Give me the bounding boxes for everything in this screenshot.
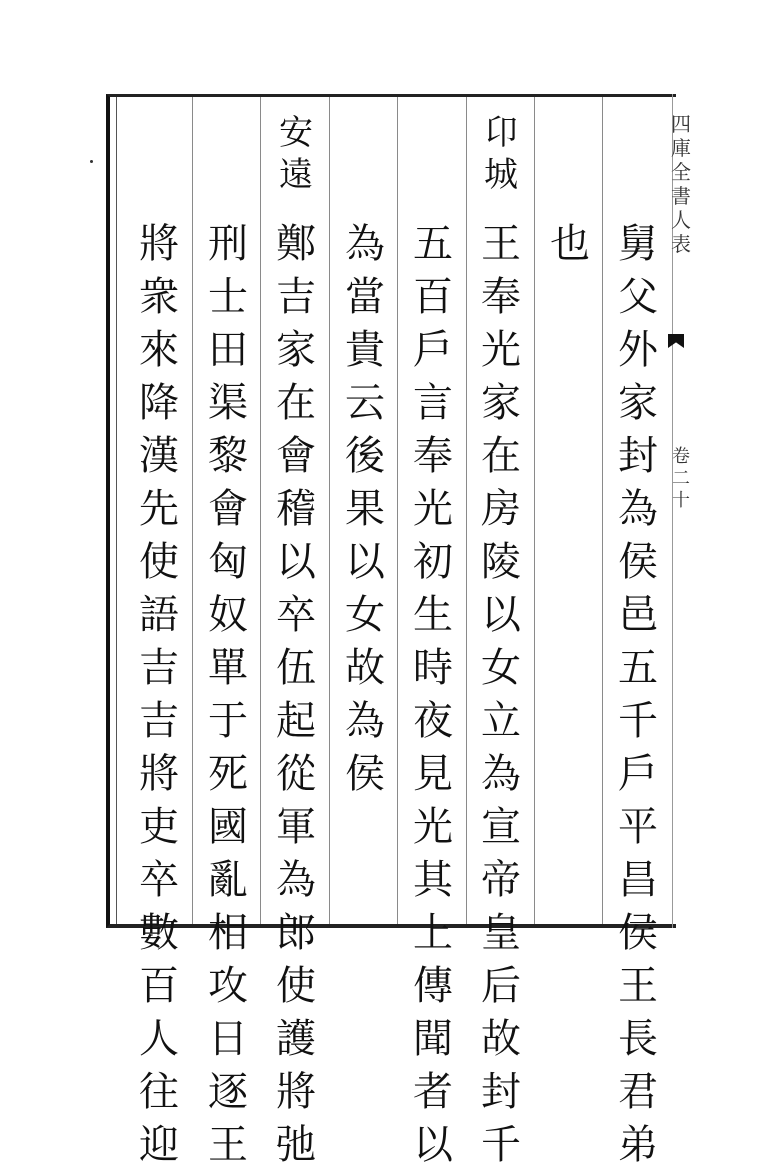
margin-volume-character: 卷 [672,446,690,467]
column-character: 夜 [413,698,453,744]
column-character: 生 [413,592,453,638]
column-character: 遠 [279,155,313,195]
margin-title-character: 四 [671,112,691,136]
margin-book-title [668,112,694,256]
margin-volume-number [668,446,694,512]
column-character: 邑 [618,592,658,638]
column-character: 吏 [139,804,179,850]
column-character: 光 [413,804,453,850]
column-character: 將 [276,1069,316,1115]
column-character: 匈 [208,539,248,585]
column-character: 田 [208,327,248,373]
column-character: 將 [139,751,179,797]
text-column [406,218,460,1172]
column-character: 刑 [208,221,248,267]
column-character: 在 [481,433,521,479]
column-character: 起 [276,698,316,744]
column-character: 軍 [276,804,316,850]
column-character: 從 [276,751,316,797]
margin-volume-character: 十 [672,490,690,511]
column-character: 會 [276,433,316,479]
column-character: 昌 [618,857,658,903]
column-character: 為 [618,486,658,532]
column-character: 相 [208,910,248,956]
column-character: 后 [481,963,521,1009]
column-character: 外 [618,327,658,373]
column-character: 宣 [481,804,521,850]
column-character: 人 [139,1016,179,1062]
column-character: 以 [345,539,385,585]
column-character: 弟 [618,1122,658,1168]
column-character: 王 [618,963,658,1009]
column-character: 亂 [208,857,248,903]
margin-volume-character: 二 [672,468,690,489]
column-character: 為 [481,751,521,797]
column-character: 王 [481,221,521,267]
column-character: 故 [345,645,385,691]
column-character: 云 [345,380,385,426]
column-character: 死 [208,751,248,797]
column-character: 家 [481,380,521,426]
column-character: 在 [276,380,316,426]
text-column [269,218,323,1172]
column-character: 封 [481,1069,521,1115]
column-character: 百 [139,963,179,1009]
column-rule [329,97,330,924]
column-character: 以 [481,592,521,638]
column-character: 立 [481,698,521,744]
margin-title-character: 全 [671,160,691,184]
column-character: 五 [413,221,453,267]
column-character: 百 [413,274,453,320]
text-column [132,218,186,1172]
column-character: 卒 [276,592,316,638]
column-character: 渠 [208,380,248,426]
column-character: 鄭 [276,221,316,267]
column-character: 弛 [276,1122,316,1168]
column-character: 初 [413,539,453,585]
column-character: 貴 [345,327,385,373]
column-character: 降 [139,380,179,426]
column-character: 舅 [618,221,658,267]
column-character: 見 [413,751,453,797]
column-character: 封 [618,433,658,479]
column-character: 語 [139,592,179,638]
column-character: 侯 [618,910,658,956]
column-character: 逐 [208,1069,248,1115]
margin-title-character: 表 [671,232,691,256]
column-character: 護 [276,1016,316,1062]
column-character: 為 [345,698,385,744]
column-character: 吉 [276,274,316,320]
column-character: 往 [139,1069,179,1115]
column-character: 以 [413,1122,453,1168]
column-character: 房 [481,486,521,532]
place-name-annotation [269,112,323,196]
margin-title-character: 庫 [671,136,691,160]
column-character: 將 [139,221,179,267]
column-character: 光 [481,327,521,373]
margin-title-character: 人 [671,208,691,232]
column-character: 皇 [481,910,521,956]
column-character: 陵 [481,539,521,585]
column-character: 上 [413,910,453,956]
text-column [543,218,597,271]
column-character: 吉 [139,698,179,744]
column-character: 戶 [413,327,453,373]
column-character: 為 [276,857,316,903]
column-character: 于 [208,698,248,744]
column-character: 奉 [413,433,453,479]
column-character: 後 [345,433,385,479]
column-character: 國 [208,804,248,850]
text-column [201,218,255,1172]
ink-speck [90,160,93,163]
column-character: 迎 [139,1122,179,1168]
column-character: 使 [139,539,179,585]
column-character: 侯 [345,751,385,797]
column-character: 家 [276,327,316,373]
column-character: 吉 [139,645,179,691]
column-character: 光 [413,486,453,532]
column-character: 者 [413,1069,453,1115]
column-character: 卒 [139,857,179,903]
column-character: 士 [208,274,248,320]
column-character: 戶 [618,751,658,797]
column-character: 傳 [413,963,453,1009]
inner-border-rule [116,97,117,924]
column-rule [397,97,398,924]
column-character: 時 [413,645,453,691]
column-character: 聞 [413,1016,453,1062]
column-rule [534,97,535,924]
column-rule [602,97,603,924]
column-character: 來 [139,327,179,373]
column-character: 家 [618,380,658,426]
column-character: 奉 [481,274,521,320]
column-character: 帝 [481,857,521,903]
column-character: 以 [276,539,316,585]
column-character: 女 [345,592,385,638]
column-character: 果 [345,486,385,532]
column-character: 日 [208,1016,248,1062]
column-character: 也 [550,221,590,267]
column-character: 單 [208,645,248,691]
text-column [338,218,392,801]
column-character: 先 [139,486,179,532]
column-character: 故 [481,1016,521,1062]
text-column [611,218,665,1172]
column-character: 衆 [139,274,179,320]
column-character: 數 [139,910,179,956]
fishtail-mark [668,334,684,348]
column-character: 黎 [208,433,248,479]
column-character: 父 [618,274,658,320]
column-character: 會 [208,486,248,532]
column-character: 侯 [618,539,658,585]
column-character: 其 [413,857,453,903]
margin-title-character: 書 [671,184,691,208]
column-character: 平 [618,804,658,850]
column-character: 王 [208,1122,248,1168]
column-character: 郎 [276,910,316,956]
column-character: 攻 [208,963,248,1009]
place-name-annotation [474,112,528,196]
column-character: 使 [276,963,316,1009]
column-character: 為 [345,221,385,267]
column-character: 君 [618,1069,658,1115]
column-rule [260,97,261,924]
column-character: 千 [618,698,658,744]
column-character: 女 [481,645,521,691]
column-rule [466,97,467,924]
column-character: 稽 [276,486,316,532]
column-character: 五 [618,645,658,691]
column-character: 長 [618,1016,658,1062]
text-column [474,218,528,1172]
column-character: 漢 [139,433,179,479]
column-character: 卬 [484,113,518,153]
column-character: 奴 [208,592,248,638]
column-character: 安 [279,113,313,153]
column-rule [192,97,193,924]
page-margin [668,94,698,928]
column-character: 言 [413,380,453,426]
column-character: 當 [345,274,385,320]
column-character: 城 [484,155,518,195]
column-character: 千 [481,1122,521,1168]
column-character: 伍 [276,645,316,691]
